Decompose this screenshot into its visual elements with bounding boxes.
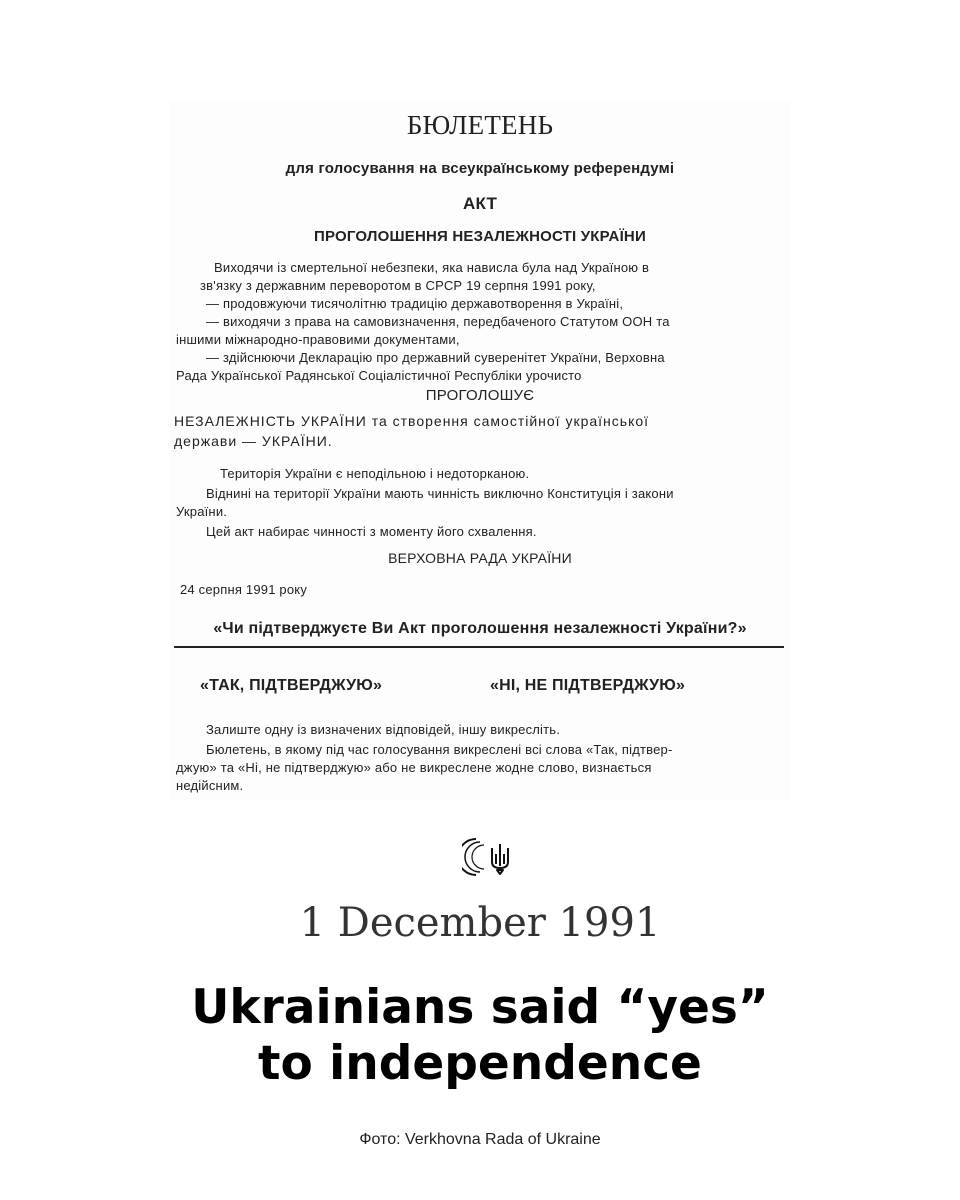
event-date: 1 December 1991	[299, 900, 661, 946]
ballot-territory-line: Цей акт набирає чинності з моменту його схвалення.	[206, 524, 537, 539]
ballot-territory-line: Територія України є неподільною і недоторканою.	[220, 466, 530, 481]
ballot-option-no: «НІ, НЕ ПІДТВЕРДЖУЮ»	[490, 677, 686, 694]
headline	[0, 980, 960, 1092]
ballot-proclamation-title: ПРОГОЛОШЕННЯ НЕЗАЛЕЖНОСТІ УКРАЇНИ	[314, 228, 646, 245]
ballot-instruction-line: джую» та «Ні, не підтверджую» або не викреслене жодне слово, визнається	[176, 760, 652, 775]
headline-line: to independence	[258, 1036, 702, 1091]
ballot-scan	[170, 100, 790, 800]
ballot-rada: ВЕРХОВНА РАДА УКРАЇНИ	[388, 550, 572, 566]
ballot-paragraph-line: — здійснюючи Декларацію про державний суверенітет України, Верховна	[206, 350, 665, 365]
ballot-option-yes: «ТАК, ПІДТВЕРДЖУЮ»	[200, 677, 383, 694]
ballot-instruction-line: Бюлетень, в якому під час голосування викреслені всі слова «Так, підтвер-	[206, 742, 673, 757]
ballot-act-heading: АКТ	[462, 194, 498, 213]
ballot-paragraph-line: — виходячи з права на самовизначення, передбаченого Статутом ООН та	[206, 314, 670, 329]
ballot-territory-line: України.	[176, 504, 228, 519]
photo-credit: Фото: Verkhovna Rada of Ukraine	[359, 1131, 601, 1148]
ballot-question: «Чи підтверджуєте Ви Акт проголошення незалежності України?»	[213, 620, 747, 637]
ballot-paragraph-line: зв'язку з державним переворотом в СРСР 19 серпня 1991 року,	[200, 278, 596, 293]
ballot-paragraph-line: — продовжуючи тисячолітню традицію державотворення в Україні,	[206, 296, 624, 311]
ballot-instruction-line: Залиште одну із визначених відповідей, іншу викресліть.	[206, 722, 561, 737]
ballot-subtitle: для голосування на всеукраїнському референдумі	[285, 160, 675, 177]
ballot-instruction-line: недійсним.	[176, 778, 244, 793]
ballot-proclaims-text: НЕЗАЛЕЖНІСТЬ УКРАЇНИ та створення самостійної української	[174, 413, 650, 429]
headline-line: Ukrainians said “yes”	[191, 980, 769, 1035]
ballot-date-signed: 24 серпня 1991 року	[180, 582, 308, 597]
ballot-paragraph-line: іншими міжнародно-правовими документами,	[176, 332, 460, 347]
ballot-paragraph-line: Рада Української Радянської Соціалістичної Республіки урочисто	[176, 368, 582, 383]
ballot-territory-line: Віднині на території України мають чинність виключно Конституція і закони	[206, 486, 674, 501]
verkhovna-rada-trident-icon	[462, 836, 516, 878]
ballot-proclaims: ПРОГОЛОШУЄ	[425, 387, 535, 404]
ballot-divider	[174, 646, 784, 648]
ballot-paragraph-line: Виходячи із смертельної небезпеки, яка нависла була над Україною в	[214, 260, 650, 275]
ballot-proclaims-text: держави — УКРАЇНИ.	[174, 433, 333, 449]
ballot-title: БЮЛЕТЕНЬ	[406, 110, 554, 140]
